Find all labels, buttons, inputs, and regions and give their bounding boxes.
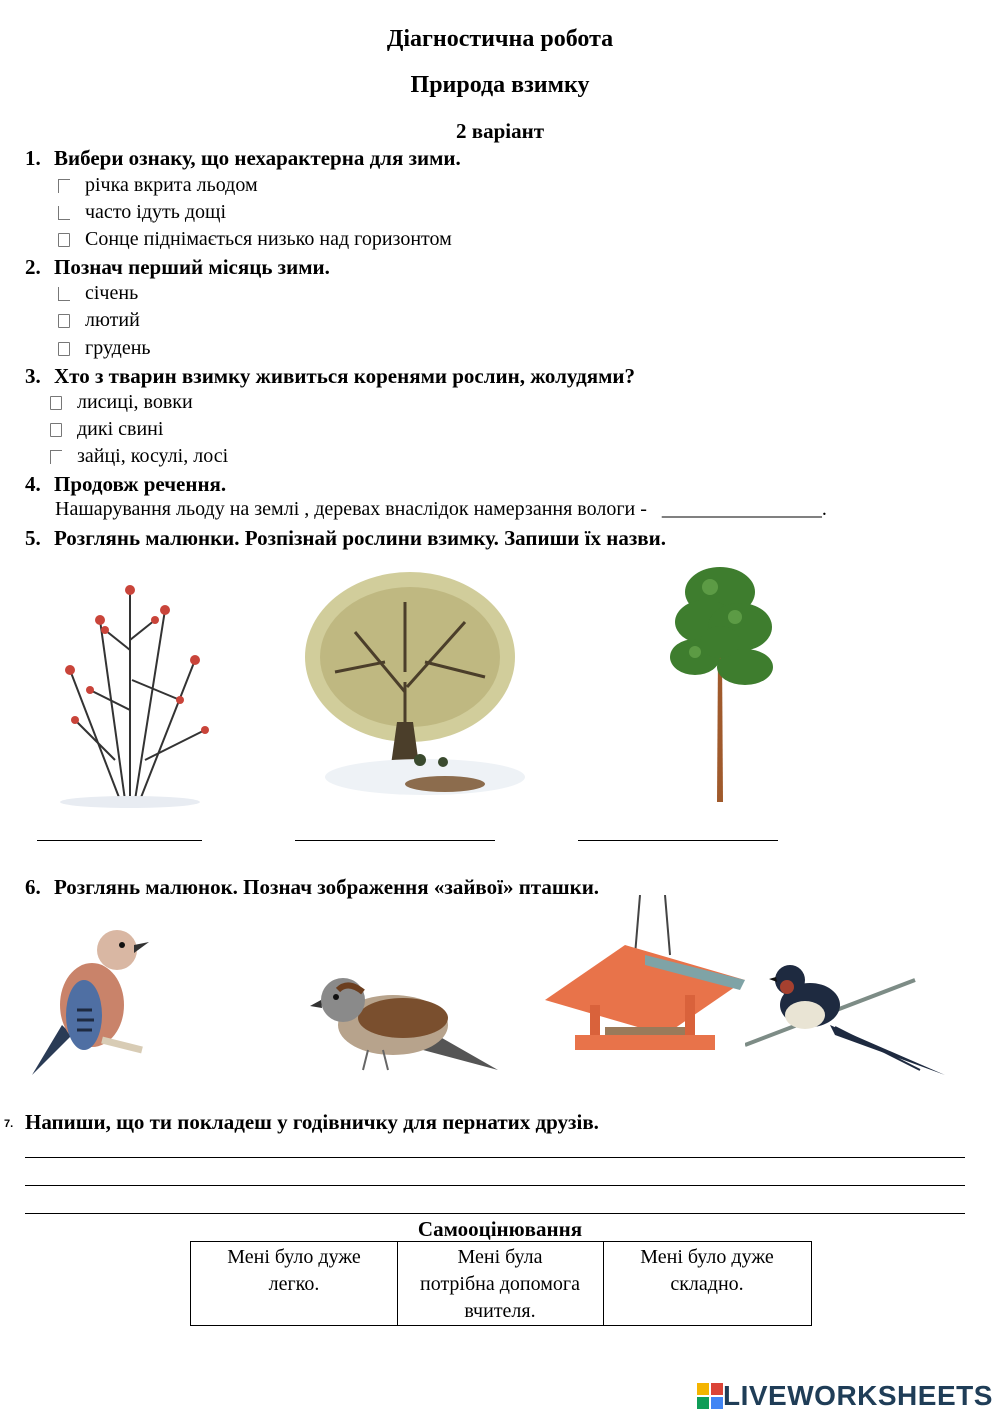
oak-tree-image (295, 562, 525, 807)
checkbox[interactable] (50, 423, 62, 437)
question-text: Продовж речення. (54, 472, 227, 496)
q1-option-1[interactable]: річка вкрита льодом (58, 174, 258, 197)
q3-option-1[interactable]: лисиці, вовки (50, 391, 193, 414)
assessment-needed-help[interactable]: Мені була потрібна допомога вчителя. (420, 1246, 580, 1322)
plant-3-answer-line[interactable] (578, 840, 778, 841)
self-assessment-table (190, 1241, 812, 1326)
q2-option-2[interactable]: лютий (58, 309, 140, 332)
checkbox[interactable] (50, 450, 62, 464)
question-7-text: Напиши, що ти покладеш у годівничку для пернатих друзів. (25, 1110, 599, 1134)
jay-bird-image[interactable] (22, 915, 152, 1080)
q3-option-3[interactable]: зайці, косулі, лосі (50, 445, 228, 468)
q1-option-2[interactable]: часто ідуть дощі (58, 201, 226, 224)
brand-name: LIVEWORKSHEETS (723, 1380, 993, 1411)
q7-answer-line-1[interactable] (25, 1157, 965, 1158)
question-number: 5. (25, 526, 41, 550)
question-text: Розглянь малюнок. Познач зображення «зайвої» пташки. (54, 875, 600, 899)
assessment-difficult[interactable]: Мені було дуже складно. (640, 1246, 774, 1295)
checkbox[interactable] (58, 287, 70, 301)
page-title: Діагностична робота (386, 26, 614, 52)
question-3 (25, 364, 635, 389)
q7-answer-line-3[interactable] (25, 1213, 965, 1214)
question-number: 4. (25, 472, 41, 496)
checkbox[interactable] (58, 314, 70, 328)
q2-option-3[interactable]: грудень (58, 337, 151, 360)
question-text: Вибери ознаку, що нехарактерна для зими. (54, 146, 461, 170)
checkbox[interactable] (58, 206, 70, 220)
swallow-bird-image[interactable] (745, 955, 950, 1080)
question-number: 3. (25, 364, 41, 388)
assessment-easy[interactable]: Мені було дуже легко. (227, 1246, 361, 1295)
liveworksheets-logo (697, 1380, 993, 1412)
question-text: Розглянь малюнки. Розпізнай рослини взимку. Запиши їх назви. (54, 526, 666, 550)
question-number: 1. (25, 146, 41, 170)
variant-label: 2 варіант (455, 119, 545, 143)
question-6 (25, 875, 599, 900)
checkbox[interactable] (58, 342, 70, 356)
sparrow-bird-image[interactable] (308, 970, 503, 1080)
q4-answer-blank[interactable]: ________________. (661, 498, 827, 520)
liveworksheets-logo-icon (697, 1383, 723, 1409)
pine-tree-image (665, 562, 775, 802)
question-text: Познач перший місяць зими. (54, 255, 330, 279)
q7-answer-line-2[interactable] (25, 1185, 965, 1186)
bird-feeder-image[interactable] (545, 895, 745, 1060)
question-number-small: 7. (4, 1118, 14, 1130)
question-text: Хто з тварин взимку живиться коренями рослин, жолудями? (54, 364, 635, 388)
question-4 (25, 472, 226, 497)
checkbox[interactable] (58, 179, 70, 193)
checkbox[interactable] (58, 233, 70, 247)
rowan-tree-image (30, 560, 230, 810)
question-5 (25, 526, 666, 551)
q2-option-1[interactable]: січень (58, 282, 138, 305)
q4-sentence: Нашарування льоду на землі , деревах внаслідок намерзання вологи - ________________. (55, 498, 827, 520)
plant-1-answer-line[interactable] (37, 840, 202, 841)
page-subtitle: Природа взимку (410, 72, 590, 98)
question-number: 2. (25, 255, 41, 279)
question-2 (25, 255, 330, 280)
checkbox[interactable] (50, 396, 62, 410)
question-number: 6. (25, 875, 41, 899)
question-1 (25, 146, 461, 171)
self-assessment-title: Самооцінювання (417, 1217, 583, 1241)
q1-option-3[interactable]: Сонце піднімається низько над горизонтом (58, 228, 452, 251)
plant-2-answer-line[interactable] (295, 840, 495, 841)
q3-option-2[interactable]: дикі свині (50, 418, 163, 441)
